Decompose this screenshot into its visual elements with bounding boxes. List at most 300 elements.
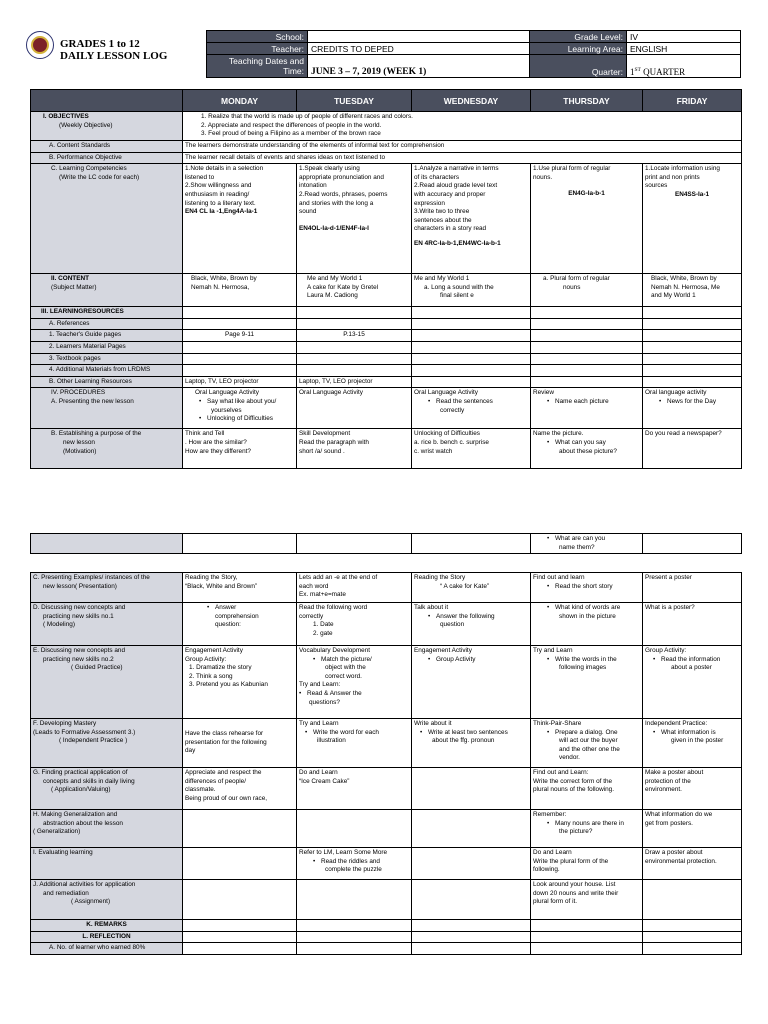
purpose-wednesday[interactable] — [412, 429, 531, 469]
cell[interactable] — [643, 330, 742, 342]
text-line: Oral Language Activity — [414, 389, 478, 397]
text-line: Nemah N. Hermosa, Me — [651, 283, 720, 291]
day-tuesday: TUESDAY — [297, 90, 412, 112]
grade-field[interactable]: IV — [627, 31, 741, 43]
numbered-item: 2. Think a song — [189, 672, 233, 680]
text-line: environment. — [645, 786, 682, 794]
mastery-monday[interactable] — [183, 719, 297, 768]
discussing1-friday[interactable]: What is a poster? — [643, 603, 742, 646]
cell[interactable] — [183, 848, 297, 880]
procedures-tuesday[interactable] — [297, 388, 412, 429]
cell[interactable] — [412, 920, 531, 932]
cell[interactable] — [412, 330, 531, 342]
presenting-wednesday[interactable] — [412, 573, 531, 603]
text-line: Nemah N. Hermosa, — [191, 283, 250, 291]
purpose-friday[interactable]: Do you read a newspaper? — [643, 429, 742, 469]
text-line: 1.Note details in a selection — [185, 165, 264, 173]
application-tuesday[interactable] — [297, 768, 412, 810]
presenting-monday[interactable] — [183, 573, 297, 603]
cell[interactable] — [412, 341, 531, 353]
numbered-item: 1. Date — [313, 621, 334, 629]
content-standards-row — [31, 141, 742, 153]
learners-80-label: A. No. of learner who earned 80% — [31, 943, 183, 955]
presenting-friday[interactable]: Present a poster — [643, 573, 742, 603]
text-line: object with the — [325, 664, 366, 672]
cell[interactable] — [643, 341, 742, 353]
content-thursday[interactable] — [531, 274, 643, 307]
teacher-field[interactable]: CREDITS TO DEPED — [308, 43, 530, 55]
cell[interactable] — [183, 920, 297, 932]
competencies-thursday[interactable] — [531, 164, 643, 274]
cell[interactable] — [531, 353, 643, 365]
text-line: Group Activity: — [645, 647, 687, 654]
text-line: questions? — [309, 698, 340, 706]
text-line: Write about it — [414, 720, 452, 727]
text-line: down 20 nouns and write their — [533, 889, 619, 897]
text-line: vendor. — [559, 754, 580, 762]
other-resources-label: B. Other Learning Resources — [31, 376, 183, 388]
application-row — [31, 768, 742, 810]
text-line: a. Plural form of regular — [543, 275, 610, 283]
text-line: sentences about the — [414, 216, 472, 224]
competencies-tuesday[interactable] — [297, 164, 412, 274]
text-line: about these picture? — [559, 447, 617, 455]
cell[interactable] — [531, 318, 643, 330]
bullet-item: • Write the words in the — [533, 656, 640, 665]
additional-thursday[interactable] — [531, 880, 643, 920]
quarter-suffix: ST — [634, 67, 641, 73]
text-line: about a poster — [671, 664, 712, 672]
dates-field[interactable] — [308, 55, 530, 78]
performance-label: B. Performance Objective — [31, 152, 183, 164]
cell[interactable] — [531, 307, 643, 319]
discussing2-tuesday[interactable] — [297, 646, 412, 719]
procedures-thursday[interactable] — [531, 388, 643, 429]
content-tuesday[interactable] — [297, 274, 412, 307]
bullet-item: • What kind of words are — [533, 604, 640, 613]
quarter-label — [530, 55, 627, 78]
numbered-item: 3. Pretend you as Kabunian — [189, 681, 268, 689]
purpose-subtitle: (Motivation) — [63, 447, 97, 455]
text-line: question — [440, 621, 465, 629]
mastery-label — [31, 719, 183, 768]
content-wednesday[interactable] — [412, 274, 531, 307]
learning-area-field[interactable]: ENGLISH — [627, 43, 741, 55]
learning-area-label: Learning Area: — [530, 43, 627, 55]
presenting-subtitle: new lesson( Presentation) — [43, 582, 117, 590]
cell[interactable] — [412, 931, 531, 943]
bullet-item: • Name each picture — [533, 398, 640, 407]
lc-code: EN4 CL Ia -1,Eng4A-Ia-1 — [185, 208, 258, 216]
cell[interactable] — [643, 931, 742, 943]
tg-monday[interactable]: Page 9-11 — [183, 330, 297, 342]
cell[interactable] — [531, 943, 643, 955]
mastery-friday[interactable] — [643, 719, 742, 768]
text-line: question: — [215, 621, 241, 629]
learners-material-label: 2. Learners Material Pages — [31, 341, 183, 353]
content-friday[interactable] — [643, 274, 742, 307]
day-thursday: THURSDAY — [531, 90, 643, 112]
content-subtitle: (Subject Matter) — [51, 283, 97, 291]
lrdms-row — [31, 365, 742, 377]
text-line: final silent e — [440, 292, 474, 300]
remarks-label: K. REMARKS — [31, 920, 183, 932]
tg-tuesday[interactable]: P.13-15 — [297, 330, 412, 342]
application-friday[interactable] — [643, 768, 742, 810]
application-title-2: concepts and skills in daily living — [43, 777, 135, 785]
purpose-title-2: new lesson — [63, 438, 95, 446]
text-line: Ex. mat+e=mate — [299, 591, 346, 599]
discussing2-wednesday[interactable] — [412, 646, 531, 719]
presenting-new-lesson-label: A. Presenting the new lesson — [51, 397, 134, 405]
evaluating-tuesday[interactable] — [297, 848, 412, 880]
text-line: c. wrist watch — [414, 447, 453, 455]
dates-label — [207, 55, 308, 78]
procedures-row — [31, 388, 742, 429]
purpose-monday[interactable] — [183, 429, 297, 469]
discussing2-title: E. Discussing new concepts and — [33, 647, 126, 654]
cell[interactable] — [297, 810, 412, 848]
competencies-wednesday[interactable] — [412, 164, 531, 274]
discussing1-tuesday[interactable] — [297, 603, 412, 646]
generalization-label — [31, 810, 183, 848]
learners-material-row — [31, 341, 742, 353]
grade-label: Grade Level: — [530, 31, 627, 43]
text-line: Draw a poster about — [645, 849, 703, 856]
cell[interactable] — [297, 318, 412, 330]
objectives-subtitle: (Weekly Objective) — [59, 121, 113, 129]
text-line: the picture? — [559, 828, 593, 836]
cell[interactable] — [183, 318, 297, 330]
lrdms-label: 4. Additional Materials from LRDMS — [31, 365, 183, 377]
bullet-item: • News for the Day — [645, 398, 739, 407]
text-line: characters in a story read — [414, 225, 487, 233]
bullet-item: • Read & Answer the — [299, 690, 409, 699]
generalization-title: H. Making Generalization and — [33, 811, 118, 818]
text-line: comprehension — [215, 612, 259, 620]
purpose-thursday[interactable] — [531, 429, 643, 469]
text-line: 1.Use plural form of regular — [533, 165, 611, 173]
carry-over-table — [30, 533, 742, 554]
cell[interactable] — [643, 880, 742, 920]
deped-seal-emblem — [31, 36, 49, 54]
mastery-thursday[interactable] — [531, 719, 643, 768]
cell[interactable] — [412, 307, 531, 319]
cell[interactable] — [531, 931, 643, 943]
cell[interactable] — [643, 920, 742, 932]
text-line: nouns. — [533, 173, 553, 181]
text-line: differences of people/ — [185, 777, 246, 785]
purpose-row — [31, 429, 742, 469]
cell[interactable] — [412, 376, 531, 388]
purpose-tuesday[interactable] — [297, 429, 412, 469]
procedures-wednesday[interactable] — [412, 388, 531, 429]
discussing2-thursday[interactable] — [531, 646, 643, 719]
text-line: Being proud of our own race, — [185, 794, 268, 802]
cell[interactable] — [297, 880, 412, 920]
cell[interactable] — [412, 810, 531, 848]
text-line: nouns — [563, 283, 581, 291]
learners-80-row — [31, 943, 742, 955]
school-field[interactable] — [308, 31, 530, 43]
reflection-row — [31, 931, 742, 943]
discussing2-monday[interactable] — [183, 646, 297, 719]
textbook-label: 3. Textbook pages — [31, 353, 183, 365]
teachers-guide-row — [31, 330, 742, 342]
text-line: sources — [645, 182, 668, 190]
presenting-row — [31, 573, 742, 603]
generalization-friday[interactable] — [643, 810, 742, 848]
other-tuesday[interactable]: Laptop, TV, LEO projector — [297, 376, 412, 388]
additional-label — [31, 880, 183, 920]
text-line: Independent Practice: — [645, 720, 708, 727]
carry-thursday[interactable] — [531, 534, 643, 554]
numbered-item: 2. gate — [313, 629, 333, 637]
quarter-field[interactable] — [627, 55, 741, 78]
performance-text[interactable]: The learner recall details of events and shares ideas on text listened to — [183, 152, 742, 164]
text-line: print and non prints — [645, 173, 700, 181]
text-line: Unlocking of Difficulties — [414, 430, 480, 438]
lc-code: EN4G-Ia-b-1 — [568, 190, 605, 198]
cell[interactable] — [183, 353, 297, 365]
discussing1-row — [31, 603, 742, 646]
cell[interactable] — [412, 880, 531, 920]
text-line: correctly — [440, 406, 465, 414]
bullet-item: • Match the picture/ — [299, 656, 409, 665]
cell[interactable] — [183, 810, 297, 848]
content-monday[interactable] — [183, 274, 297, 307]
text-line: following images — [559, 664, 607, 672]
mastery-title: F. Developing Mastery — [33, 720, 97, 727]
generalization-thursday[interactable] — [531, 810, 643, 848]
text-line: Read the paragraph with — [299, 438, 369, 446]
bullet-item: • Read the sentences — [414, 398, 528, 407]
text-line: Think and Tell — [185, 430, 225, 438]
discussing2-row — [31, 646, 742, 719]
text-line: and the other one the — [559, 745, 620, 753]
text-line: Oral Language Activity — [195, 389, 259, 397]
school-label: School: — [207, 31, 308, 43]
discussing1-title: D. Discussing new concepts and — [33, 604, 126, 611]
text-line: with accuracy and proper — [414, 190, 486, 198]
mastery-wednesday[interactable] — [412, 719, 531, 768]
cell[interactable] — [531, 376, 643, 388]
procedures-label — [31, 388, 183, 429]
procedures-monday[interactable] — [183, 388, 297, 429]
text-line: a. Long a sound with the — [424, 283, 494, 291]
text-line: 1.Analyze a narrative in terms — [414, 165, 499, 173]
numbered-item: 1. Dramatize the story — [189, 664, 252, 672]
cell[interactable] — [643, 353, 742, 365]
other-monday[interactable]: Laptop, TV, LEO projector — [183, 376, 297, 388]
purpose-label — [31, 429, 183, 469]
references-row — [31, 318, 742, 330]
cell[interactable] — [183, 943, 297, 955]
text-line: Oral Language Activity — [299, 389, 363, 397]
text-line: “Ice Cream Cake” — [299, 777, 350, 785]
text-line: of its characters — [414, 173, 460, 181]
text-line: How are they different? — [185, 447, 251, 455]
text-line: Make a poster about — [645, 769, 704, 776]
cell[interactable] — [643, 376, 742, 388]
cell[interactable] — [297, 943, 412, 955]
discussing2-title-2: practicing new skills no.2 — [43, 655, 114, 663]
mastery-title-2: (Leads to Formative Assessment 3.) — [33, 728, 136, 736]
content-label — [31, 274, 183, 307]
cell[interactable] — [643, 365, 742, 377]
text-line: listened to — [185, 173, 215, 181]
cell[interactable] — [297, 920, 412, 932]
discussing1-label — [31, 603, 183, 646]
text-line: . How are the similar? — [185, 438, 247, 446]
bullet-item: • Read the information — [645, 656, 739, 665]
objective-item: 1. Realize that the world is made up of people of different races and colors. — [201, 113, 413, 120]
text-line: Engagement Activity — [185, 647, 243, 654]
text-line: Group Activity: — [185, 655, 227, 663]
teachers-guide-label: 1. Teacher's Guide pages — [31, 330, 183, 342]
text-line: Lets add an -e at the end of — [299, 574, 378, 581]
mastery-row — [31, 719, 742, 768]
objectives-row — [31, 112, 742, 141]
text-line: 2.Show willingness and — [185, 182, 252, 190]
additional-title-2: and remediation — [43, 889, 89, 897]
text-line: Review — [533, 389, 554, 397]
competencies-subtitle: (Write the LC code for each) — [59, 173, 140, 181]
text-line: get from posters. — [645, 819, 693, 827]
evaluating-thursday[interactable] — [531, 848, 643, 880]
cell[interactable] — [183, 307, 297, 319]
corner-cell — [31, 90, 183, 112]
text-line: and My World 1 — [651, 292, 696, 300]
discussing1-wednesday[interactable] — [412, 603, 531, 646]
text-line: short /a/ sound . — [299, 447, 345, 455]
cell[interactable] — [531, 341, 643, 353]
cell[interactable] — [643, 534, 742, 554]
bullet-item: • Prepare a dialog. One — [533, 729, 640, 738]
competencies-label — [31, 164, 183, 274]
cell[interactable] — [412, 318, 531, 330]
cell[interactable] — [531, 365, 643, 377]
text-line: environmental protection. — [645, 857, 717, 865]
text-line: Name the picture. — [533, 430, 584, 438]
discussing2-label — [31, 646, 183, 719]
application-label — [31, 768, 183, 810]
additional-title: J. Additional activities for application — [33, 881, 136, 888]
text-line: Refer to LM, Learn Some More — [299, 849, 388, 856]
cell[interactable] — [412, 768, 531, 810]
procedures-friday[interactable] — [643, 388, 742, 429]
text-line: illustration — [317, 737, 346, 745]
text-line: presentation for the following — [185, 738, 267, 746]
text-line: Skill Development — [299, 430, 351, 438]
evaluating-friday[interactable] — [643, 848, 742, 880]
text-line: Oral language activity — [645, 389, 707, 397]
cell[interactable] — [412, 365, 531, 377]
cell[interactable] — [183, 341, 297, 353]
cell[interactable] — [297, 307, 412, 319]
discussing1-subtitle: ( Modeling) — [43, 621, 75, 629]
application-monday[interactable] — [183, 768, 297, 810]
evaluating-label: I. Evaluating learning — [31, 848, 183, 880]
bullet-item: • Many nouns are there in — [533, 820, 640, 829]
content-row — [31, 274, 742, 307]
text-line: Try and Learn — [299, 720, 339, 727]
text-line: intonation — [299, 182, 327, 190]
mastery-tuesday[interactable] — [297, 719, 412, 768]
resources-label: III. LEARNINGRESOURCES — [31, 307, 183, 319]
cell[interactable] — [297, 353, 412, 365]
deped-seal-logo — [26, 31, 54, 59]
cell[interactable] — [643, 307, 742, 319]
text-line: 2.Read aloud grade level text — [414, 182, 498, 190]
quarter-number: 1 — [630, 67, 635, 77]
objectives-label — [31, 112, 183, 141]
cell[interactable] — [412, 534, 531, 554]
discussing1-monday[interactable] — [183, 603, 297, 646]
cell[interactable] — [531, 920, 643, 932]
text-line: Look around your house. List — [533, 881, 616, 888]
reflection-label: L. REFLECTION — [31, 931, 183, 943]
cell[interactable] — [297, 365, 412, 377]
cell[interactable] — [643, 318, 742, 330]
text-line: Me and My World 1 — [414, 275, 470, 283]
text-line: expression — [414, 199, 445, 207]
lesson-log-table-continued — [30, 572, 742, 955]
objectives-text[interactable] — [183, 112, 742, 141]
application-thursday[interactable] — [531, 768, 643, 810]
cell[interactable] — [412, 943, 531, 955]
cell[interactable] — [183, 534, 297, 554]
discussing1-thursday[interactable] — [531, 603, 643, 646]
competencies-monday[interactable] — [183, 164, 297, 274]
quarter-label-text: Quarter: — [591, 67, 623, 77]
cell[interactable] — [297, 931, 412, 943]
cell[interactable] — [643, 943, 742, 955]
cell[interactable] — [183, 365, 297, 377]
text-line: Try and Learn: — [299, 681, 341, 689]
cell[interactable] — [412, 848, 531, 880]
text-line: 3.Write two to three — [414, 208, 470, 216]
dates-label-line2: Time: — [283, 66, 304, 76]
cell[interactable] — [297, 341, 412, 353]
cell[interactable] — [183, 931, 297, 943]
content-standards-text[interactable]: The learners demonstrate understanding of the elements of informal text for comprehension — [183, 141, 742, 153]
doc-title — [60, 38, 167, 62]
doc-title-line2: DAILY LESSON LOG — [60, 50, 168, 62]
text-line: Appreciate and respect the — [185, 769, 262, 776]
carry-over-row — [31, 534, 742, 554]
presenting-thursday[interactable] — [531, 573, 643, 603]
competencies-row — [31, 164, 742, 274]
discussing2-subtitle: ( Guided Practice) — [71, 664, 123, 672]
discussing2-friday[interactable] — [643, 646, 742, 719]
cell[interactable] — [412, 353, 531, 365]
cell[interactable] — [297, 534, 412, 554]
purpose-title: B. Establishing a purpose of the — [51, 430, 142, 438]
teacher-label: Teacher: — [207, 43, 308, 55]
text-line: Think-Pair-Share — [533, 720, 582, 727]
dates-label-line1: Teaching Dates and — [228, 56, 304, 66]
text-line: Talk about it — [414, 604, 449, 611]
competencies-friday[interactable] — [643, 164, 742, 274]
application-subtitle: ( Application/Valuing) — [51, 786, 111, 794]
cell[interactable] — [531, 330, 643, 342]
lesson-log-table — [30, 89, 742, 469]
doc-title-line1: GRADES 1 to 12 — [60, 38, 140, 50]
presenting-tuesday[interactable] — [297, 573, 412, 603]
text-line: A cake for Kate by Gretel — [307, 283, 379, 291]
cell[interactable] — [183, 880, 297, 920]
